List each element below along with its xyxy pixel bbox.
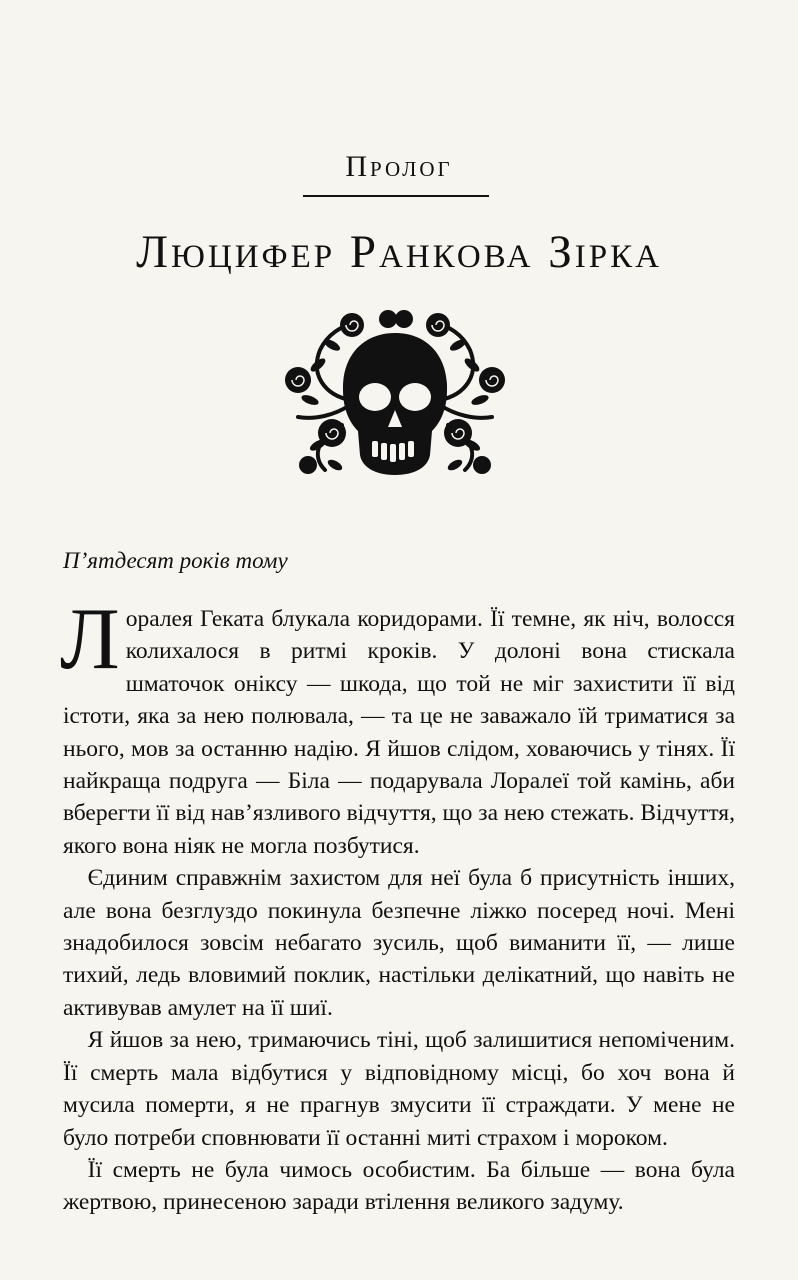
chapter-label: Пролог xyxy=(345,150,453,183)
chapter-title: Люцифер Ранкова Зірка xyxy=(136,226,662,278)
paragraph: Її смерть не була чимось особистим. Ба більше — вона була жертвою, принесеною заради втілення великого задуму. xyxy=(63,1156,735,1216)
paragraph: Єдиним справжнім захистом для неї була б присутність інших, але вона безглуздо покинула безпечне ліжко посеред ночі. Мені знадобилося зовсім небагато зусиль, щоб виманити її, — лише тихий, ледь вловимий поклик, настільки делікатний, що навіть не активував амулет на її шиї. xyxy=(63,865,735,1021)
paragraph-text: оралея Геката блукала коридорами. Її темне, як ніч, волосся колихалося в ритмі кроків. У долоні вона стискала шматочок оніксу — шкода, що той не міг захистити її від істоти, яка за нею полювала, — та це не заважало їй триматися за нього, мов за останню надію. Я йшов слідом, ховаючись у тінях. Її найкраща подруга — Біла — подарувала Лоралеї той камінь, аби вберегти її від нав’язливого відчуття, що за нею стежать. Відчуття, якого вона ніяк не могла позбутися. xyxy=(63,606,735,859)
epigraph: П’ятдесят років тому xyxy=(63,548,288,573)
skull-roses-icon xyxy=(280,305,510,490)
chapter-body xyxy=(60,591,735,1219)
paragraph xyxy=(60,591,735,862)
chapter-divider xyxy=(303,195,489,197)
drop-cap: Л xyxy=(60,591,120,688)
paragraph: Я йшов за нею, тримаючись тіні, щоб залишитися непоміченим. Її смерть мала відбутися у відповідному місці, бо хоч вона й мусила померти, я не прагнув змусити її страждати. У мене не було потреби сповнювати її останні миті страхом і мороком. xyxy=(63,1027,735,1151)
